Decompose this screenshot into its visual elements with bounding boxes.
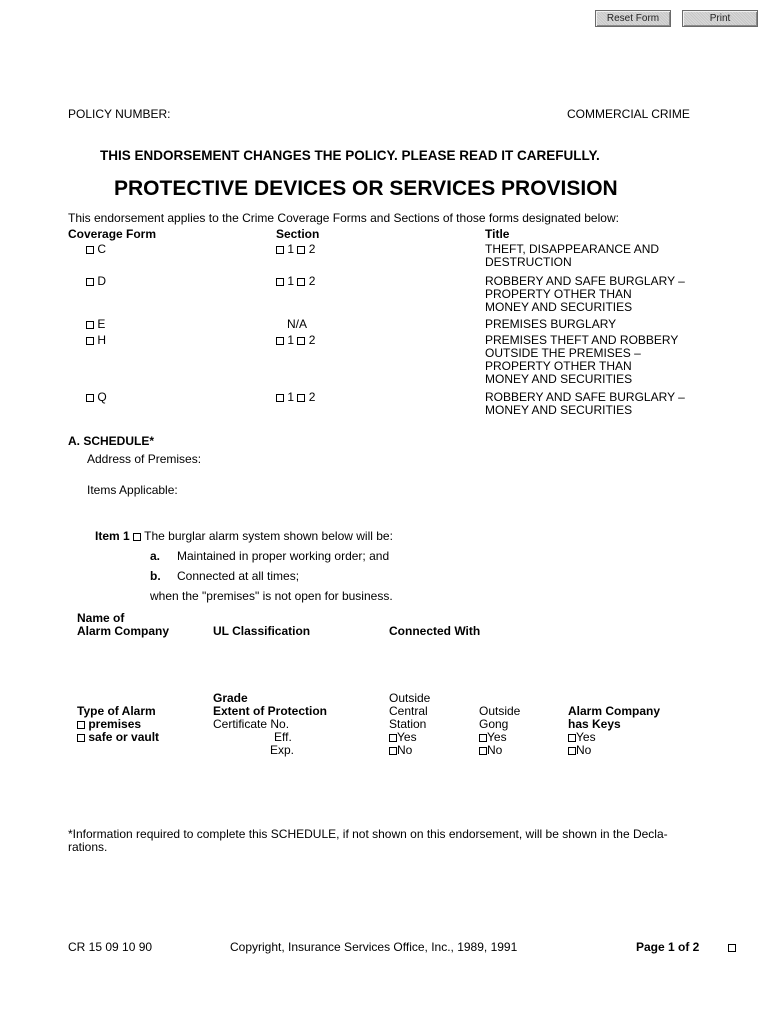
type-of-alarm-label: Type of Alarm xyxy=(77,704,156,718)
central-no-option[interactable]: No xyxy=(389,744,430,757)
keys-yes-checkbox[interactable] xyxy=(568,734,576,742)
safe-vault-checkbox[interactable] xyxy=(77,734,85,742)
item-a-text: Maintained in proper working order; and xyxy=(177,549,390,563)
title-c: THEFT, DISAPPEARANCE AND DESTRUCTION xyxy=(485,242,660,269)
alarm-company-keys: Alarm Company has Keys Yes No xyxy=(568,704,661,757)
section-q-2-checkbox[interactable] xyxy=(297,394,305,402)
item-a-letter: a. xyxy=(150,549,161,563)
gong-yes-option[interactable]: Yes xyxy=(479,731,520,744)
title-q: ROBBERY AND SAFE BURGLARY – MONEY AND SECURITIES xyxy=(485,390,685,417)
alarm-company-name-label: Name of Alarm Company xyxy=(77,611,170,638)
section-h-2-checkbox[interactable] xyxy=(297,337,305,345)
premises-checkbox[interactable] xyxy=(77,721,85,729)
section-h-1-checkbox[interactable] xyxy=(276,337,284,345)
coverage-h-checkbox[interactable] xyxy=(86,337,94,345)
item-1-checkbox[interactable] xyxy=(133,533,141,541)
item-1-row: Item 1 The burglar alarm system shown below will be: xyxy=(95,529,393,543)
section-d[interactable]: 1 2 xyxy=(276,275,315,288)
coverage-q-checkbox[interactable] xyxy=(86,394,94,402)
central-yes-checkbox[interactable] xyxy=(389,734,397,742)
address-of-premises-label: Address of Premises: xyxy=(87,452,202,466)
gong-no-option[interactable]: No xyxy=(479,744,520,757)
form-title: PROTECTIVE DEVICES OR SERVICES PROVISION xyxy=(114,177,618,200)
eff-label: Eff. xyxy=(274,730,292,744)
item-when-text: when the "premises" is not open for business. xyxy=(150,589,393,603)
extent-of-protection-label: Extent of Protection xyxy=(213,704,328,718)
coverage-c-checkbox[interactable] xyxy=(86,246,94,254)
section-h[interactable]: 1 2 xyxy=(276,334,315,347)
endorsement-notice: THIS ENDORSEMENT CHANGES THE POLICY. PLEASE READ IT CAREFULLY. xyxy=(100,148,600,163)
ul-classification-label: UL Classification xyxy=(213,624,311,638)
outside-gong: Outside Gong Yes No xyxy=(479,704,521,757)
section-e: N/A xyxy=(287,317,308,331)
item-b-letter: b. xyxy=(150,569,161,583)
intro-text: This endorsement applies to the Crime Coverage Forms and Sections of those forms designated below: xyxy=(68,211,619,225)
footer-checkbox-box[interactable] xyxy=(728,944,736,952)
title-h: PREMISES THEFT AND ROBBERY OUTSIDE THE PREMISES – PROPERTY OTHER THAN MONEY AND SECURITIES xyxy=(485,333,679,386)
exp-label: Exp. xyxy=(270,743,295,757)
certificate-no-label: Certificate No. xyxy=(213,717,290,731)
keys-no-option[interactable]: No xyxy=(568,744,660,757)
footnote-line-2: rations. xyxy=(68,840,108,854)
grade-label: Grade xyxy=(213,691,248,705)
footer-checkbox[interactable] xyxy=(728,941,736,954)
print-button[interactable]: Print xyxy=(682,10,758,27)
central-yes-option[interactable]: Yes xyxy=(389,731,430,744)
policy-number-label: POLICY NUMBER: xyxy=(68,107,171,121)
section-q-1-checkbox[interactable] xyxy=(276,394,284,402)
title-header: Title xyxy=(485,227,510,241)
section-q[interactable]: 1 2 xyxy=(276,391,315,404)
coverage-form-d[interactable]: D xyxy=(86,275,106,288)
type-premises-option[interactable]: premises xyxy=(77,718,141,731)
footnote-line-1: *Information required to complete this SCHEDULE, if not shown on this endorsement, will be shown in the Decla- xyxy=(68,827,668,841)
coverage-form-c[interactable]: C xyxy=(86,243,106,256)
section-c[interactable]: 1 2 xyxy=(276,243,315,256)
outside-central-station: Outside Central Station Yes No xyxy=(389,691,431,757)
coverage-form-h[interactable]: H xyxy=(86,334,106,347)
connected-with-label: Connected With xyxy=(389,624,481,638)
coverage-form-e[interactable]: E xyxy=(86,318,105,331)
central-no-checkbox[interactable] xyxy=(389,747,397,755)
keys-yes-option[interactable]: Yes xyxy=(568,731,660,744)
item-b-text: Connected at all times; xyxy=(177,569,300,583)
coverage-d-checkbox[interactable] xyxy=(86,278,94,286)
section-c-2-checkbox[interactable] xyxy=(297,246,305,254)
gong-yes-checkbox[interactable] xyxy=(479,734,487,742)
coverage-form-q[interactable]: Q xyxy=(86,391,107,404)
title-d: ROBBERY AND SAFE BURGLARY – PROPERTY OTHER THAN MONEY AND SECURITIES xyxy=(485,274,685,314)
coverage-e-checkbox[interactable] xyxy=(86,321,94,329)
line-of-business: COMMERCIAL CRIME xyxy=(567,107,690,121)
items-applicable-label: Items Applicable: xyxy=(87,483,178,497)
section-d-1-checkbox[interactable] xyxy=(276,278,284,286)
section-d-2-checkbox[interactable] xyxy=(297,278,305,286)
gong-no-checkbox[interactable] xyxy=(479,747,487,755)
page-number: Page 1 of 2 xyxy=(636,940,700,954)
section-header: Section xyxy=(276,227,320,241)
form-number: CR 15 09 10 90 xyxy=(68,940,153,954)
keys-no-checkbox[interactable] xyxy=(568,747,576,755)
section-c-1-checkbox[interactable] xyxy=(276,246,284,254)
title-e: PREMISES BURGLARY xyxy=(485,317,617,331)
reset-form-button[interactable]: Reset Form xyxy=(595,10,671,27)
type-safe-option[interactable]: safe or vault xyxy=(77,731,159,744)
schedule-heading: A. SCHEDULE* xyxy=(68,434,155,448)
coverage-form-header: Coverage Form xyxy=(68,227,157,241)
copyright: Copyright, Insurance Services Office, Inc., 1989, 1991 xyxy=(230,940,518,954)
